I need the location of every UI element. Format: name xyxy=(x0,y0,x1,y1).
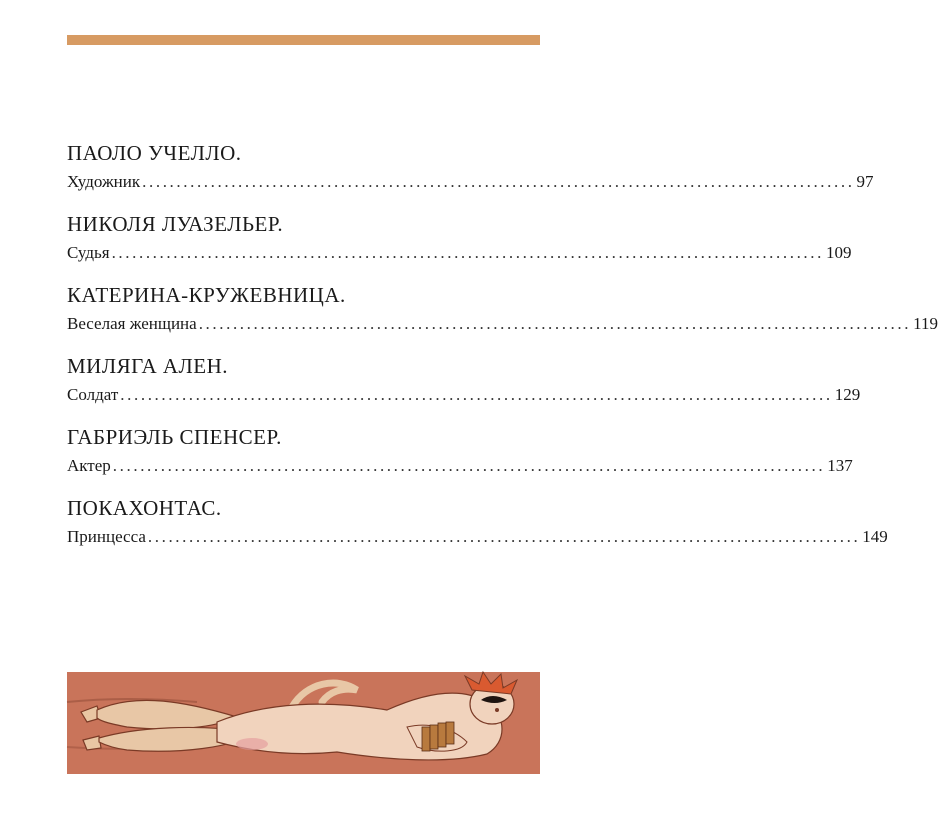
page-number: 149 xyxy=(862,527,888,546)
entry-subtitle: Судья xyxy=(67,243,110,262)
dot-leader: ........................................................................................................ xyxy=(147,527,861,546)
toc-entry[interactable] xyxy=(67,282,938,353)
toc-entry[interactable] xyxy=(67,211,852,282)
entry-title: ПАОЛО УЧЕЛЛО. xyxy=(67,141,242,165)
dot-leader: ........................................................................................................ xyxy=(111,243,824,262)
dot-leader: ........................................................................................................ xyxy=(120,385,833,404)
toc-entry[interactable] xyxy=(67,424,853,495)
entry-title: ГАБРИЭЛЬ СПЕНСЕР. xyxy=(67,425,282,449)
entry-subtitle: Солдат xyxy=(67,385,119,404)
page-number: 119 xyxy=(913,314,938,333)
page-number: 129 xyxy=(834,385,861,404)
faun-figure-art xyxy=(67,672,540,774)
entry-title: ПОКАХОНТАС. xyxy=(67,496,222,520)
top-decorative-band xyxy=(67,35,540,45)
page-number: 97 xyxy=(856,172,874,191)
entry-subtitle: Художник xyxy=(67,172,141,191)
faun-illustration xyxy=(67,672,540,774)
dot-leader: ........................................................................................................ xyxy=(112,456,826,475)
toc-entry[interactable] xyxy=(67,140,874,211)
entry-title: НИКОЛЯ ЛУАЗЕЛЬЕР. xyxy=(67,212,284,236)
entry-title: КАТЕРИНА-КРУЖЕВНИЦА. xyxy=(67,283,346,307)
entry-subtitle: Принцесса xyxy=(67,527,146,546)
entry-title: МИЛЯГА АЛЕН. xyxy=(67,354,229,378)
page-number: 137 xyxy=(827,456,853,475)
entry-subtitle: Веселая женщина xyxy=(67,314,197,333)
dot-leader: ........................................................................................................ xyxy=(198,314,912,333)
toc-entry[interactable] xyxy=(67,353,861,424)
toc-entry[interactable] xyxy=(67,495,888,566)
dot-leader: ........................................................................................................ xyxy=(142,172,855,191)
entry-subtitle: Актер xyxy=(67,456,111,475)
page-number: 109 xyxy=(825,243,852,262)
table-of-contents xyxy=(67,140,938,566)
